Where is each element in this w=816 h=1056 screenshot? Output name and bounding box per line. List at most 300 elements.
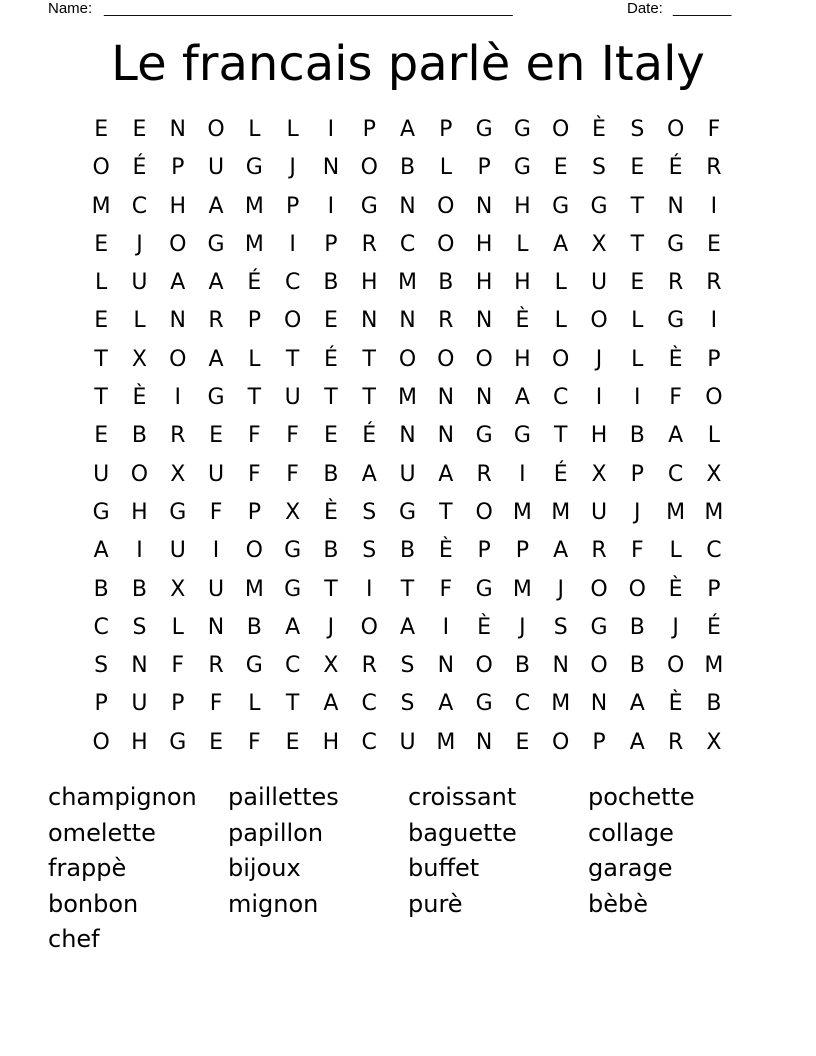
grid-letter: T <box>362 346 376 372</box>
grid-letter: O <box>437 231 455 257</box>
grid-letter: B <box>131 423 147 449</box>
grid-letter: L <box>439 155 452 181</box>
grid-letter: J <box>595 346 603 372</box>
grid-letter: O <box>590 308 608 334</box>
grid-letter: G <box>360 193 378 219</box>
grid-letter: P <box>439 117 453 142</box>
word-list-item: mignon <box>228 889 319 918</box>
grid-letter: R <box>361 231 377 257</box>
grid-letter: O <box>475 653 493 679</box>
grid-letter: E <box>515 729 530 755</box>
grid-letter: L <box>248 691 261 717</box>
grid-letter: F <box>286 423 299 449</box>
grid-letter: A <box>170 270 186 296</box>
grid-letter: C <box>361 691 377 717</box>
grid-letter: T <box>324 576 338 602</box>
grid-letter: I <box>174 385 181 411</box>
grid-letter: E <box>209 423 223 449</box>
grid-letter: H <box>360 270 378 296</box>
grid-letter: P <box>171 155 185 181</box>
word-list-item: chef <box>48 925 100 954</box>
grid-letter: R <box>667 729 684 755</box>
grid-letter: O <box>437 346 455 372</box>
word-list-item: bijoux <box>228 854 301 883</box>
grid-letter: J <box>519 614 526 640</box>
grid-letter: M <box>512 499 532 525</box>
grid-letter: E <box>94 308 109 334</box>
grid-letter: T <box>400 576 415 602</box>
grid-letter: C <box>667 461 684 487</box>
grid-letter: G <box>513 117 531 142</box>
grid-letter: É <box>323 346 338 372</box>
grid-letter: È <box>668 346 683 372</box>
grid-letter: B <box>514 653 530 679</box>
grid-letter: G <box>513 423 531 449</box>
grid-letter: P <box>171 691 185 717</box>
grid-letter: N <box>399 423 416 449</box>
grid-letter: M <box>436 729 456 755</box>
grid-letter: R <box>591 538 607 564</box>
grid-letter: M <box>398 385 418 411</box>
grid-letter: H <box>514 270 531 296</box>
grid-letter: P <box>707 346 721 372</box>
grid-letter: S <box>94 653 109 679</box>
grid-letter: G <box>475 691 493 717</box>
grid-letter: R <box>667 270 684 296</box>
grid-letter: E <box>132 117 147 142</box>
grid-letter: L <box>171 614 184 640</box>
grid-letter: H <box>514 193 531 219</box>
grid-letter: S <box>362 499 377 525</box>
grid-letter: P <box>515 538 530 564</box>
grid-letter: T <box>94 385 108 411</box>
grid-letter: I <box>595 385 603 411</box>
grid-letter: G <box>552 193 570 219</box>
word-list-item: bonbon <box>48 889 139 918</box>
grid-letter: P <box>477 538 491 564</box>
grid-letter: I <box>327 193 335 219</box>
grid-letter: G <box>284 538 302 564</box>
grid-letter: P <box>630 461 644 487</box>
grid-letter: O <box>398 346 417 372</box>
grid-letter: N <box>207 614 225 640</box>
grid-letter: J <box>672 614 679 640</box>
grid-letter: M <box>91 193 111 219</box>
grid-letter: U <box>93 461 110 487</box>
grid-letter: N <box>475 385 493 411</box>
grid-letter: P <box>285 193 300 219</box>
grid-letter: L <box>707 423 721 449</box>
grid-letter: C <box>93 614 109 640</box>
grid-letter: P <box>324 231 338 257</box>
grid-letter: O <box>130 461 149 487</box>
grid-letter: E <box>553 155 568 181</box>
grid-letter: U <box>207 155 225 181</box>
grid-letter: G <box>513 155 531 181</box>
grid-letter: L <box>516 231 529 257</box>
grid-letter: U <box>284 385 301 411</box>
grid-letter: U <box>590 499 608 525</box>
grid-letter: E <box>706 231 721 257</box>
grid-letter: G <box>590 193 608 219</box>
grid-letter: B <box>246 614 262 640</box>
grid-letter: T <box>94 346 108 372</box>
grid-letter: U <box>169 538 186 564</box>
grid-letter: F <box>248 729 261 755</box>
grid-letter: B <box>323 270 339 296</box>
grid-letter: I <box>289 231 296 257</box>
grid-letter: T <box>630 231 645 257</box>
grid-letter: L <box>286 117 299 142</box>
grid-letter: U <box>207 461 225 487</box>
date-blank-line: _______ <box>673 0 732 17</box>
grid-letter: C <box>131 193 148 219</box>
grid-letter: N <box>475 729 493 755</box>
grid-letter: È <box>132 385 147 411</box>
grid-letter: L <box>631 346 644 372</box>
grid-letter: N <box>169 117 186 142</box>
grid-letter: C <box>399 231 416 257</box>
grid-letter: È <box>515 308 530 334</box>
grid-letter: N <box>322 155 340 181</box>
grid-letter: R <box>706 155 722 181</box>
grid-letter: I <box>327 117 335 142</box>
grid-letter: P <box>592 729 606 755</box>
page-title: Le francais parlè en Italy <box>111 36 705 92</box>
grid-letter: I <box>212 538 220 564</box>
grid-letter: H <box>131 729 148 755</box>
grid-letter: S <box>132 614 147 640</box>
grid-letter: P <box>707 576 721 602</box>
word-list-item: bèbè <box>588 889 648 918</box>
grid-letter: A <box>323 691 339 717</box>
grid-letter: C <box>361 729 377 755</box>
grid-letter: A <box>438 461 454 487</box>
grid-letter: S <box>630 117 645 142</box>
grid-letter: G <box>284 576 302 602</box>
grid-letter: G <box>475 576 493 602</box>
grid-letter: A <box>668 423 684 449</box>
grid-letter: I <box>519 461 526 487</box>
grid-letter: O <box>92 729 110 755</box>
name-label: Name: <box>48 0 93 17</box>
grid-letter: R <box>208 308 224 334</box>
grid-letter: É <box>362 423 377 449</box>
grid-letter: P <box>362 117 376 142</box>
grid-letter: B <box>323 538 339 564</box>
grid-letter: N <box>169 308 186 334</box>
grid-letter: X <box>170 576 186 602</box>
grid-letter: N <box>399 308 416 334</box>
grid-letter: E <box>94 423 109 449</box>
grid-letter: O <box>360 155 378 181</box>
grid-letter: J <box>557 576 564 602</box>
grid-letter: A <box>553 538 569 564</box>
grid-letter: I <box>710 193 718 219</box>
grid-letter: R <box>170 423 186 449</box>
grid-letter: X <box>285 499 301 525</box>
grid-letter: O <box>475 499 493 525</box>
grid-letter: T <box>630 193 645 219</box>
grid-letter: O <box>283 308 302 334</box>
grid-letter: É <box>132 155 147 181</box>
grid-letter: G <box>245 155 263 181</box>
grid-letter: X <box>131 346 147 372</box>
grid-letter: B <box>399 538 416 564</box>
grid-letter: N <box>667 193 684 219</box>
grid-letter: R <box>476 461 492 487</box>
grid-letter: G <box>245 653 263 679</box>
grid-letter: E <box>630 155 645 181</box>
grid-letter: J <box>136 231 143 257</box>
grid-letter: S <box>400 691 415 717</box>
grid-letter: B <box>131 576 147 602</box>
grid-letter: O <box>552 346 570 372</box>
grid-letter: L <box>248 117 261 142</box>
grid-letter: R <box>208 653 224 679</box>
grid-letter: J <box>327 614 335 640</box>
grid-letter: L <box>133 308 146 334</box>
grid-letter: B <box>706 691 722 717</box>
grid-letter: O <box>207 117 225 142</box>
grid-letter: R <box>438 308 454 334</box>
grid-letter: N <box>475 308 493 334</box>
grid-letter: H <box>475 270 493 296</box>
word-list-item: champignon <box>48 783 197 811</box>
word-list-item: omelette <box>48 818 156 847</box>
word-list-item: garage <box>588 854 673 883</box>
grid-letter: É <box>668 155 683 181</box>
grid-letter: N <box>360 308 378 334</box>
grid-letter: I <box>365 576 373 602</box>
grid-letter: T <box>285 346 300 372</box>
date-label: Date: <box>627 0 663 17</box>
grid-letter: C <box>553 385 569 411</box>
grid-letter: N <box>437 385 455 411</box>
grid-letter: B <box>629 614 645 640</box>
grid-letter: G <box>207 231 225 257</box>
grid-letter: P <box>247 308 261 334</box>
grid-letter: O <box>552 729 570 755</box>
grid-letter: E <box>285 729 300 755</box>
grid-letter: S <box>592 155 606 181</box>
grid-letter: F <box>630 538 644 564</box>
grid-letter: F <box>669 385 682 411</box>
grid-letter: P <box>477 155 491 181</box>
grid-letter: T <box>247 385 262 411</box>
word-list-item: pochette <box>588 783 695 811</box>
grid-letter: T <box>285 691 300 717</box>
grid-letter: M <box>244 193 264 219</box>
grid-letter: O <box>628 576 646 602</box>
grid-letter: G <box>398 499 417 525</box>
grid-letter: O <box>666 117 685 142</box>
grid-letter: U <box>131 270 148 296</box>
grid-letter: E <box>209 729 223 755</box>
word-list-item: croissant <box>408 783 517 811</box>
grid-letter: X <box>591 461 607 487</box>
grid-letter: M <box>551 499 571 525</box>
grid-letter: N <box>131 653 148 679</box>
grid-letter: N <box>552 653 569 679</box>
grid-letter: O <box>475 346 493 372</box>
grid-letter: U <box>399 729 416 755</box>
grid-letter: U <box>131 691 148 717</box>
grid-letter: O <box>590 653 608 679</box>
grid-letter: É <box>553 461 568 487</box>
grid-letter: B <box>629 423 645 449</box>
grid-letter: É <box>706 614 721 640</box>
grid-letter: A <box>438 691 454 717</box>
grid-letter: G <box>169 729 187 755</box>
grid-letter: G <box>590 614 608 640</box>
grid-letter: F <box>248 423 261 449</box>
grid-letter: U <box>590 270 608 296</box>
grid-letter: T <box>324 385 338 411</box>
grid-letter: G <box>667 231 685 257</box>
word-list-item: buffet <box>408 854 480 883</box>
word-list-item: collage <box>588 818 674 847</box>
grid-letter: G <box>475 117 493 142</box>
grid-letter: H <box>590 423 608 449</box>
grid-letter: M <box>512 576 532 602</box>
grid-letter: A <box>361 461 377 487</box>
grid-letter: B <box>93 576 109 602</box>
grid-letter: H <box>131 499 148 525</box>
grid-letter: N <box>590 691 608 717</box>
grid-letter: C <box>514 691 531 717</box>
grid-letter: A <box>514 385 530 411</box>
grid-letter: R <box>361 653 377 679</box>
grid-letter: L <box>554 270 567 296</box>
grid-letter: M <box>398 270 418 296</box>
grid-letter: G <box>667 308 685 334</box>
grid-letter: X <box>706 729 722 755</box>
grid-letter: S <box>400 653 415 679</box>
grid-letter: M <box>244 231 264 257</box>
grid-letter: O <box>169 231 187 257</box>
grid-letter: R <box>706 270 722 296</box>
grid-letter: G <box>475 423 493 449</box>
grid-letter: E <box>94 231 109 257</box>
grid-letter: G <box>92 499 110 525</box>
grid-letter: A <box>629 691 645 717</box>
grid-letter: B <box>629 653 645 679</box>
grid-letter: O <box>705 385 723 411</box>
grid-letter: F <box>439 576 453 602</box>
grid-letter: A <box>93 538 109 564</box>
grid-letter: F <box>286 461 299 487</box>
grid-letter: H <box>169 193 187 219</box>
grid-letter: A <box>208 193 224 219</box>
grid-letter: O <box>169 346 187 372</box>
grid-letter: X <box>706 461 722 487</box>
grid-letter: U <box>207 576 225 602</box>
grid-letter: H <box>322 729 340 755</box>
grid-letter: M <box>551 691 571 717</box>
word-list <box>48 780 768 958</box>
grid-letter: A <box>285 614 301 640</box>
grid-letter: F <box>171 653 185 679</box>
grid-letter: O <box>360 614 378 640</box>
grid-letter: M <box>704 653 724 679</box>
grid-letter: O <box>245 538 263 564</box>
header-line <box>48 0 748 18</box>
grid-letter: O <box>590 576 608 602</box>
grid-letter: A <box>399 117 416 142</box>
grid-letter: S <box>362 538 377 564</box>
grid-letter: H <box>514 346 531 372</box>
word-list-item: purè <box>408 889 463 918</box>
grid-letter: L <box>95 270 108 296</box>
grid-letter: O <box>92 155 110 181</box>
grid-letter: È <box>323 499 338 525</box>
grid-letter: L <box>554 308 567 334</box>
grid-letter: È <box>668 691 683 717</box>
grid-letter: A <box>553 231 569 257</box>
grid-letter: I <box>710 308 718 334</box>
grid-letter: X <box>323 653 339 679</box>
grid-letter: L <box>631 308 644 334</box>
word-list-item: baguette <box>408 818 517 847</box>
grid-letter: C <box>284 653 301 679</box>
word-list-item: frappè <box>48 854 127 883</box>
grid-letter: X <box>170 461 186 487</box>
grid-letter: F <box>209 691 223 717</box>
word-list-item: paillettes <box>228 783 339 811</box>
grid-letter: N <box>437 423 455 449</box>
grid-letter: È <box>438 538 453 564</box>
grid-letter: P <box>247 499 261 525</box>
grid-letter: F <box>209 499 223 525</box>
grid-letter: J <box>289 155 296 181</box>
grid-letter: G <box>169 499 187 525</box>
grid-letter: A <box>399 614 416 640</box>
grid-letter: X <box>591 231 607 257</box>
grid-letter: È <box>668 576 683 602</box>
grid-letter: H <box>475 231 493 257</box>
grid-letter: O <box>552 117 570 142</box>
grid-letter: E <box>94 117 109 142</box>
grid-letter: T <box>362 385 376 411</box>
grid-letter: I <box>634 385 641 411</box>
grid-letter: I <box>136 538 143 564</box>
grid-letter: M <box>666 499 686 525</box>
grid-letter: È <box>477 614 492 640</box>
grid-letter: A <box>208 270 224 296</box>
grid-letter: A <box>208 346 224 372</box>
grid-letter: P <box>94 691 108 717</box>
grid-letter: I <box>442 614 450 640</box>
grid-letter: F <box>707 117 721 142</box>
grid-letter: È <box>592 117 606 142</box>
letter-grid <box>82 111 733 762</box>
grid-letter: G <box>207 385 225 411</box>
grid-letter: J <box>634 499 641 525</box>
grid-letter: N <box>475 193 493 219</box>
grid-letter: E <box>323 423 338 449</box>
grid-letter: B <box>399 155 416 181</box>
word-list-item: papillon <box>228 818 324 847</box>
grid-letter: S <box>553 614 568 640</box>
grid-letter: O <box>437 193 455 219</box>
grid-letter: M <box>244 576 264 602</box>
name-blank-line: _________________________________________________ <box>104 0 513 17</box>
grid-letter: É <box>247 270 262 296</box>
grid-letter: C <box>706 538 722 564</box>
grid-letter: B <box>438 270 454 296</box>
grid-letter: B <box>323 461 339 487</box>
